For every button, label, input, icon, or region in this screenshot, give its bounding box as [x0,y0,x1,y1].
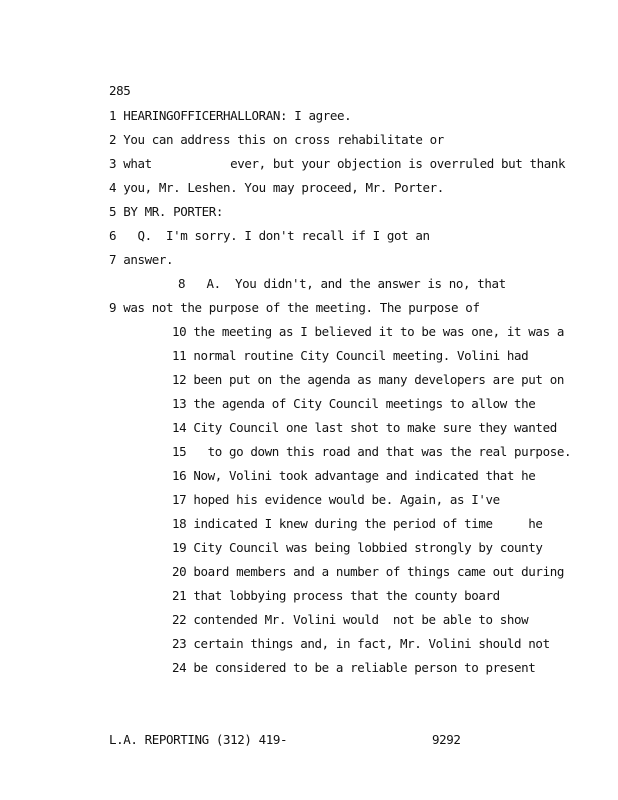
page-number: 285 [109,83,131,98]
line-number: 8 [178,276,186,291]
transcript-line [109,133,444,147]
line-number: 19 [172,540,187,555]
line-text: to go down this road and that was the real purpose. [193,444,572,459]
transcript-line [109,229,430,243]
line-number: 23 [172,636,187,651]
line-number: 16 [172,468,187,483]
line-text: normal routine City Council meeting. Volini had [193,348,529,363]
line-number: 5 [109,204,117,219]
footer-number: 9292 [432,732,461,747]
transcript-line [172,421,557,435]
line-number: 21 [172,588,187,603]
transcript-line [172,373,564,387]
transcript-line [172,517,543,531]
line-text: what ever, but your objection is overruled but thank [123,156,566,171]
transcript-line [172,637,550,651]
line-text: Q. I'm sorry. I don't recall if I got an [123,228,430,243]
transcript-line [172,469,535,483]
transcript-line [172,397,535,411]
line-text: was not the purpose of the meeting. The purpose of [123,300,480,315]
line-text: City Council one last shot to make sure they wanted [193,420,557,435]
line-number: 13 [172,396,187,411]
line-text: been put on the agenda as many developers are put on [193,372,564,387]
line-text: the meeting as I believed it to be was one, it was a [193,324,564,339]
transcript-line [172,445,571,459]
line-number: 4 [109,180,117,195]
transcript-line [172,541,543,555]
line-text: the agenda of City Council meetings to allow the [193,396,536,411]
transcript-line [109,301,480,315]
transcript-line [172,613,528,627]
line-number: 12 [172,372,187,387]
transcript-line [109,109,351,123]
line-text: HEARINGOFFICERHALLORAN: I agree. [123,108,352,123]
line-number: 15 [172,444,187,459]
transcript-line [109,205,223,219]
line-number: 10 [172,324,187,339]
line-number: 22 [172,612,187,627]
transcript-line [178,277,506,291]
line-text: that lobbying process that the county board [193,588,500,603]
transcript-line [109,181,444,195]
line-number: 17 [172,492,187,507]
transcript-line [172,493,500,507]
line-number: 20 [172,564,187,579]
footer-reporter: L.A. REPORTING (312) 419- [109,732,288,747]
line-text: you, Mr. Leshen. You may proceed, Mr. Porter. [123,180,444,195]
line-text: be considered to be a reliable person to present [193,660,536,675]
line-number: 1 [109,108,117,123]
line-text: A. You didn't, and the answer is no, that [192,276,506,291]
line-text: certain things and, in fact, Mr. Volini should not [193,636,550,651]
line-number: 14 [172,420,187,435]
transcript-line [172,589,500,603]
line-number: 7 [109,252,117,267]
line-text: Now, Volini took advantage and indicated that he [193,468,536,483]
line-text: You can address this on cross rehabilitate or [123,132,444,147]
transcript-line [109,157,565,171]
transcript-line [172,325,564,339]
line-text: City Council was being lobbied strongly by county [193,540,543,555]
line-number: 18 [172,516,187,531]
line-number: 24 [172,660,187,675]
line-text: hoped his evidence would be. Again, as I've [193,492,500,507]
line-text: answer. [123,252,174,267]
line-text: indicated I knew during the period of time he [193,516,543,531]
transcript-line [109,253,173,267]
transcript-line [172,661,535,675]
line-text: BY MR. PORTER: [123,204,224,219]
line-number: 6 [109,228,117,243]
line-number: 9 [109,300,117,315]
transcript-line [172,349,528,363]
line-number: 2 [109,132,117,147]
transcript-line [172,565,564,579]
line-text: contended Mr. Volini would not be able to show [193,612,529,627]
line-number: 11 [172,348,187,363]
line-number: 3 [109,156,117,171]
line-text: board members and a number of things came out during [193,564,564,579]
